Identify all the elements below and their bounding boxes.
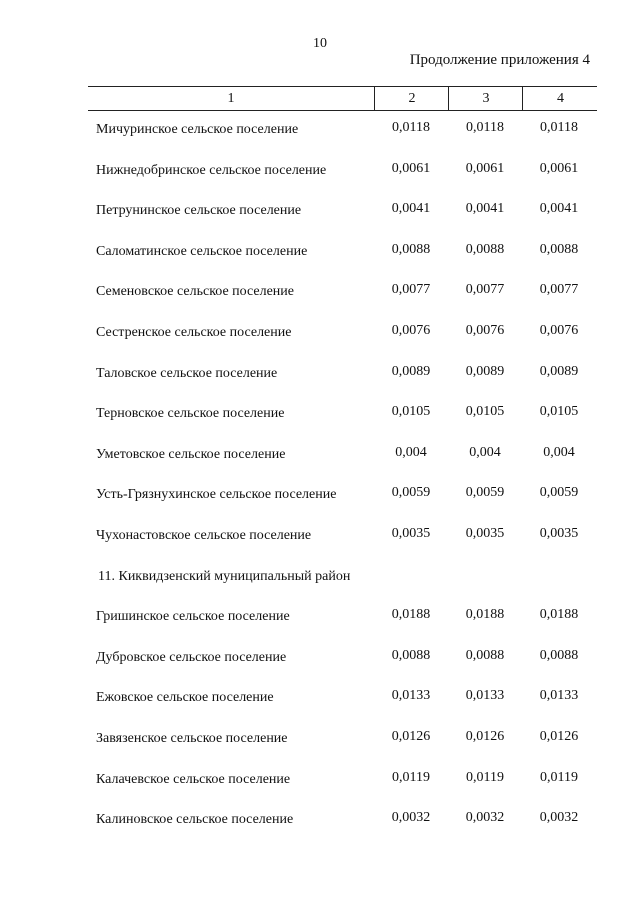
value-col-3: 0,0076 — [465, 322, 505, 338]
value-col-4: 0,0035 — [539, 525, 579, 541]
table-row — [0, 605, 640, 646]
settlement-name: Таловское сельское поселение — [96, 365, 278, 381]
table-row — [0, 118, 640, 159]
value-col-3: 0,0119 — [466, 769, 504, 785]
table-row — [0, 159, 640, 200]
table-row — [0, 768, 640, 809]
value-col-4: 0,0089 — [539, 363, 579, 379]
table-row — [0, 321, 640, 362]
value-col-2: 0,0032 — [391, 810, 431, 826]
value-col-3: 0,0035 — [465, 525, 505, 541]
header-col-2: 2 — [374, 87, 449, 110]
value-col-4: 0,0119 — [540, 769, 578, 785]
settlement-name: Саломатинское сельское поселение — [96, 243, 308, 259]
settlement-name: Сестренское сельское поселение — [96, 324, 292, 340]
value-col-4: 0,0032 — [539, 810, 579, 826]
value-col-3: 0,0188 — [465, 607, 505, 623]
value-col-3: 0,004 — [469, 444, 501, 460]
table-row — [0, 727, 640, 768]
value-col-2: 0,0119 — [392, 769, 430, 785]
value-col-2: 0,0059 — [391, 485, 431, 501]
value-col-3: 0,0133 — [465, 688, 505, 704]
value-col-2: 0,0041 — [391, 201, 431, 217]
value-col-3: 0,0059 — [465, 485, 505, 501]
value-col-2: 0,004 — [395, 444, 427, 460]
header-col-1: 1 — [227, 91, 235, 106]
settlement-name: Терновское сельское поселение — [96, 406, 285, 422]
value-col-3: 0,0088 — [465, 241, 505, 257]
table-row — [0, 686, 640, 727]
value-col-4: 0,0188 — [539, 607, 579, 623]
section-heading: 11. Киквидзенский муниципальный район — [98, 568, 351, 584]
table-row — [0, 280, 640, 321]
table-row — [0, 524, 640, 565]
value-col-2: 0,0077 — [391, 282, 431, 298]
value-col-4: 0,0041 — [539, 201, 579, 217]
settlement-name: Уметовское сельское поселение — [96, 446, 286, 462]
value-col-4: 0,0077 — [539, 282, 579, 298]
table-row — [0, 199, 640, 240]
value-col-3: 0,0126 — [465, 728, 505, 744]
value-col-2: 0,0035 — [391, 525, 431, 541]
settlement-name: Гришинское сельское поселение — [96, 609, 290, 625]
value-col-2: 0,0088 — [391, 241, 431, 257]
value-col-4: 0,004 — [543, 444, 575, 460]
value-col-3: 0,0061 — [465, 160, 505, 176]
value-col-3: 0,0032 — [465, 810, 505, 826]
settlement-name: Нижнедобринское сельское поселение — [96, 162, 327, 178]
value-col-2: 0,0126 — [391, 728, 431, 744]
settlement-name: Мичуринское сельское поселение — [96, 122, 299, 137]
table-body — [0, 118, 640, 849]
settlement-name: Дубровское сельское поселение — [96, 649, 287, 665]
value-col-4: 0,0133 — [539, 688, 579, 704]
value-col-4: 0,0126 — [539, 728, 579, 744]
value-col-4: 0,0118 — [540, 120, 578, 135]
value-col-2: 0,0188 — [391, 607, 431, 623]
settlement-name: Калачевское сельское поселение — [96, 771, 291, 787]
settlement-name: Чухонастовское сельское поселение — [96, 527, 312, 543]
table-row — [0, 240, 640, 281]
value-col-3: 0,0118 — [466, 120, 504, 135]
value-col-2: 0,0088 — [391, 647, 431, 663]
value-col-4: 0,0088 — [539, 241, 579, 257]
value-col-3: 0,0088 — [465, 647, 505, 663]
value-col-4: 0,0088 — [539, 647, 579, 663]
settlement-name: Калиновское сельское поселение — [96, 812, 294, 828]
value-col-2: 0,0133 — [391, 688, 431, 704]
settlement-name: Ежовское сельское поселение — [96, 690, 274, 706]
table-row — [0, 483, 640, 524]
table-row — [0, 402, 640, 443]
value-col-4: 0,0105 — [539, 404, 579, 420]
settlement-name: Петрунинское сельское поселение — [96, 203, 302, 219]
section-heading-row — [0, 565, 640, 606]
value-col-2: 0,0061 — [391, 160, 431, 176]
table-row — [0, 808, 640, 849]
continuation-label: Продолжение приложения 4 — [409, 52, 590, 68]
value-col-4: 0,0076 — [539, 322, 579, 338]
value-col-2: 0,0118 — [392, 120, 430, 135]
settlement-name: Семеновское сельское поселение — [96, 284, 295, 300]
header-col-4: 4 — [522, 87, 598, 110]
value-col-2: 0,0076 — [391, 322, 431, 338]
settlement-name: Усть-Грязнухинское сельское поселение — [96, 487, 337, 503]
table-header — [88, 86, 597, 111]
table-row — [0, 362, 640, 403]
value-col-3: 0,0077 — [465, 282, 505, 298]
value-col-3: 0,0089 — [465, 363, 505, 379]
value-col-4: 0,0059 — [539, 485, 579, 501]
settlement-name: Завязенское сельское поселение — [96, 730, 288, 746]
page-number: 10 — [313, 36, 327, 51]
header-col-3: 3 — [448, 87, 523, 110]
value-col-2: 0,0089 — [391, 363, 431, 379]
table-row — [0, 646, 640, 687]
value-col-3: 0,0105 — [465, 404, 505, 420]
value-col-4: 0,0061 — [539, 160, 579, 176]
table-row — [0, 443, 640, 484]
value-col-3: 0,0041 — [465, 201, 505, 217]
value-col-2: 0,0105 — [391, 404, 431, 420]
